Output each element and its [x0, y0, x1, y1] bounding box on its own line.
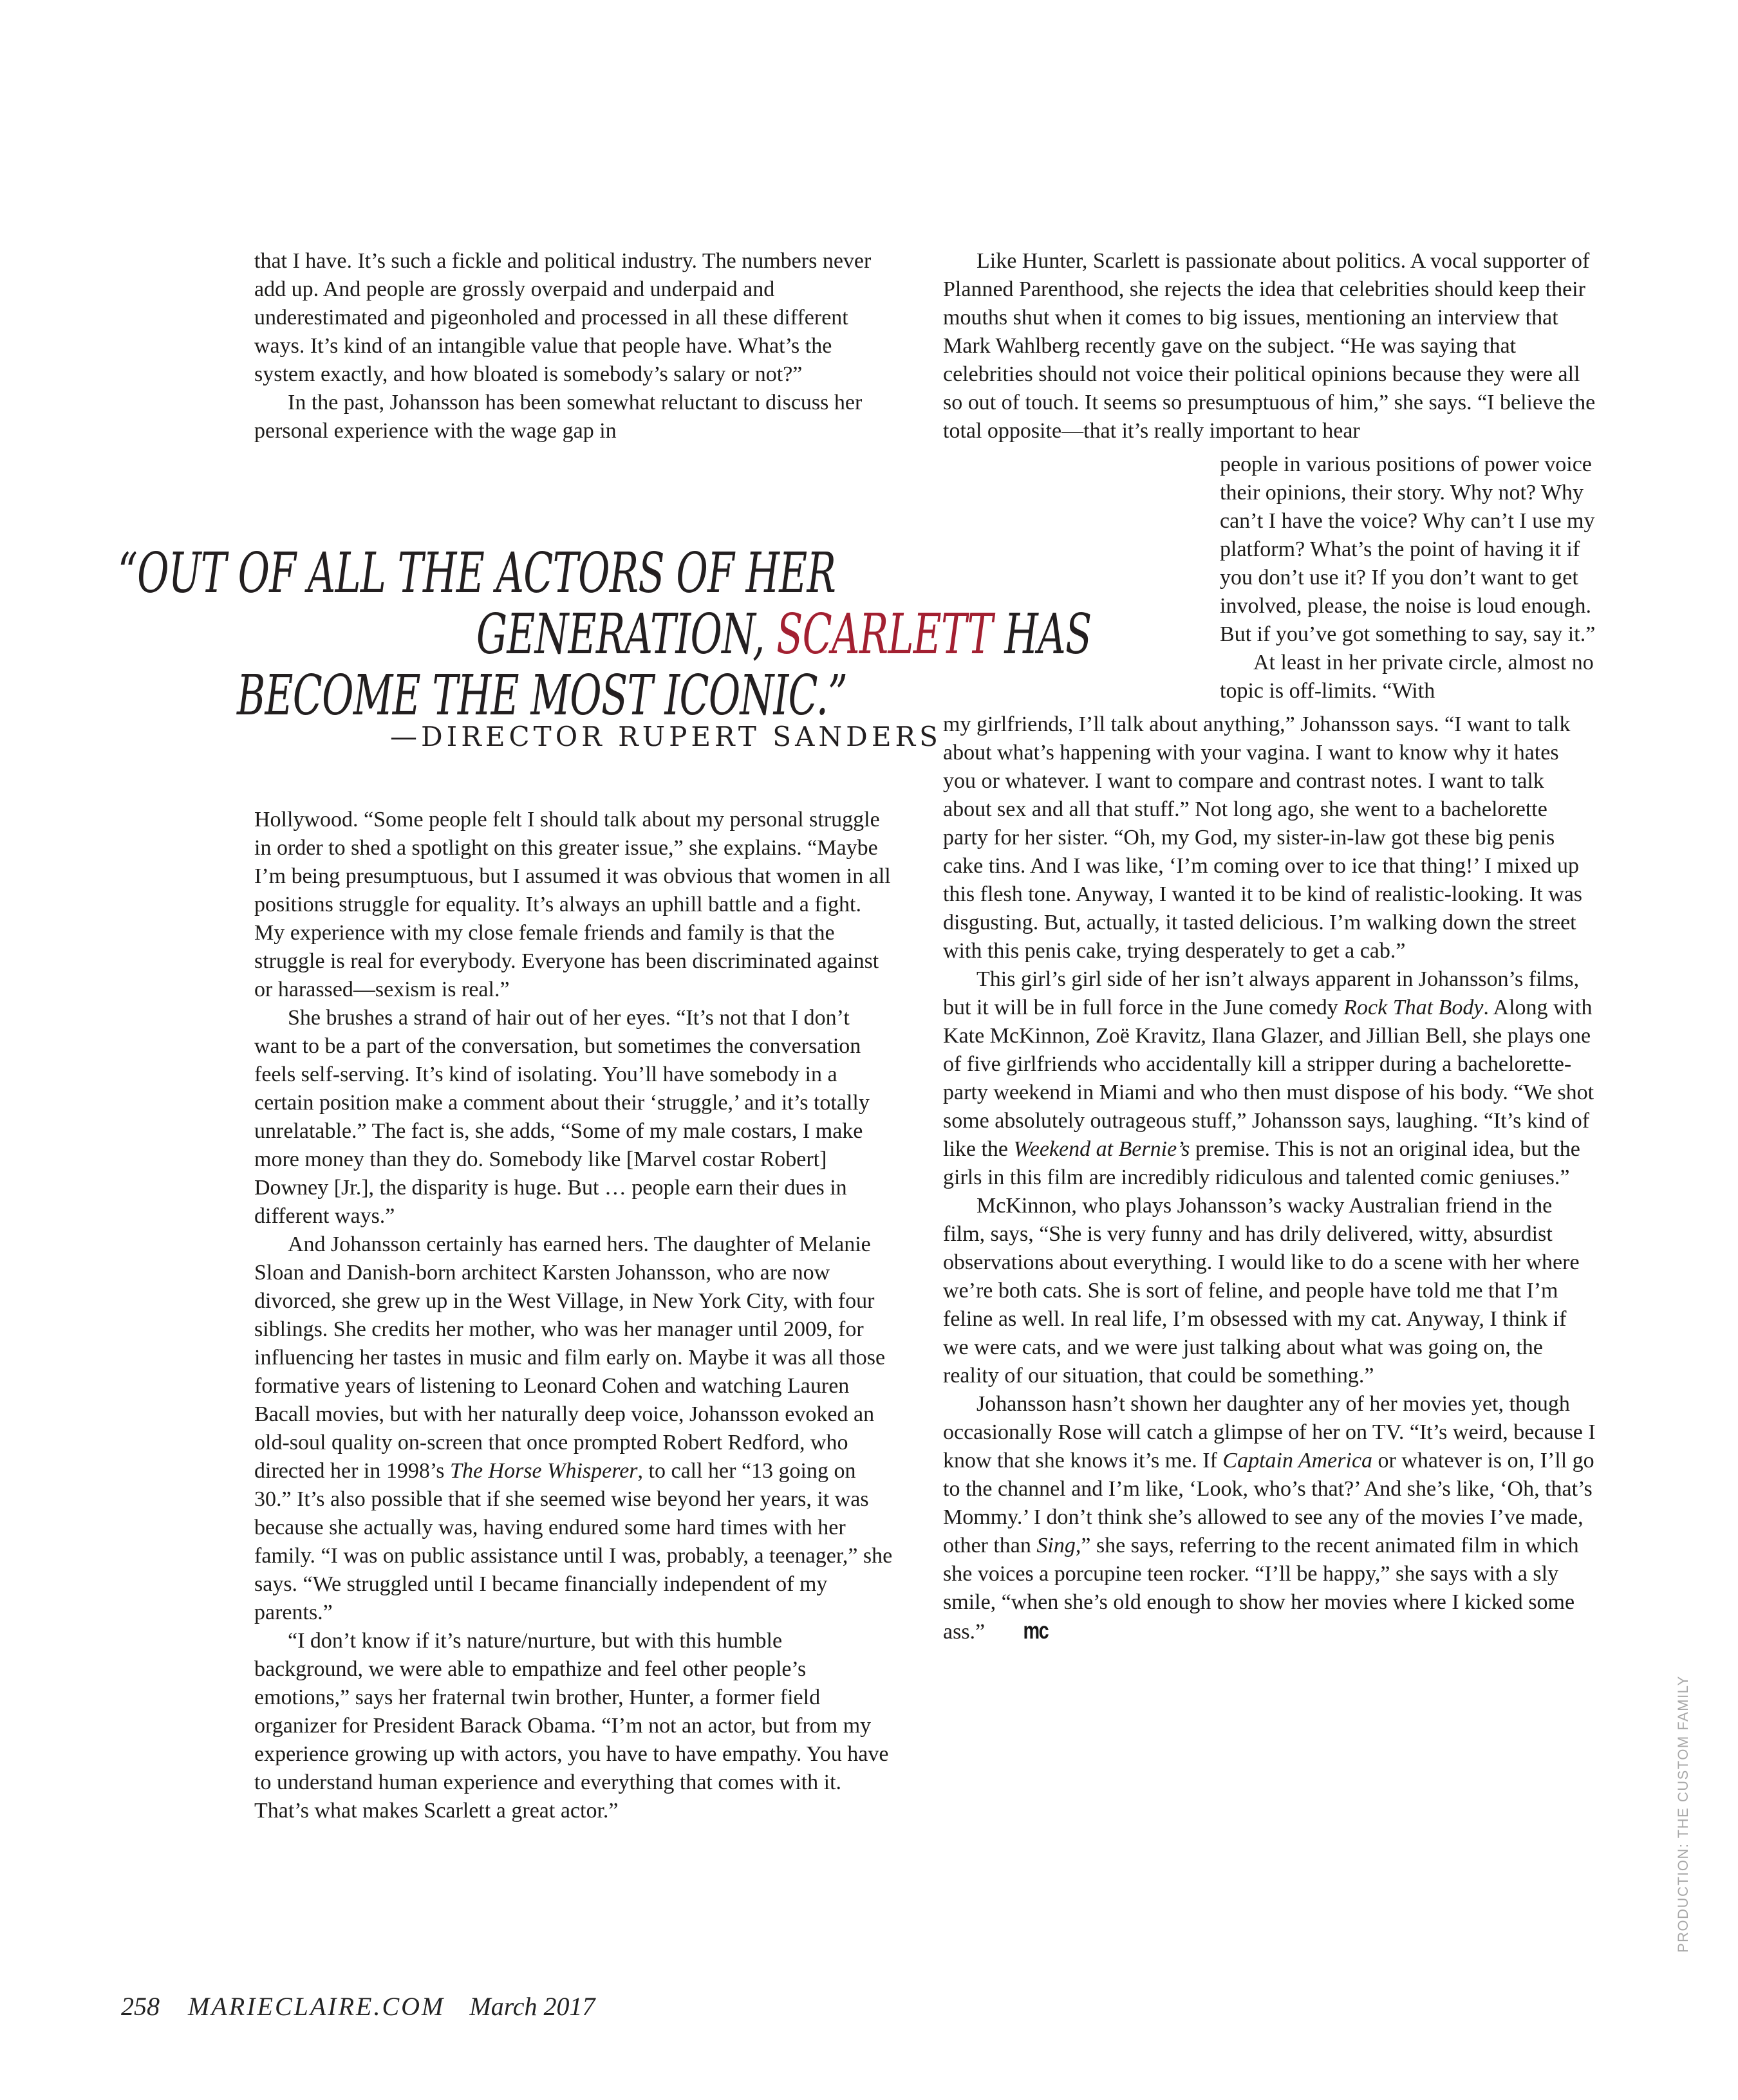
site-name: MARIECLAIRE.COM [188, 1992, 445, 2021]
body-paragraph: At least in her private circle, almost no topic is off-limits. “With [1220, 651, 1594, 703]
body-paragraph: “I don’t know if it’s nature/nurture, but with this humble background, we were able to empathize and feel other people’s emotions,” says her fraternal twin brother, Hunter, a former field organizer for President Barack Obama. “I’m not an actor, but from my experience growing up with actors, you have to have empathy. You have to understand human experience and everything that comes with it. That’s what makes Scarlett a great actor.” [254, 1629, 889, 1823]
pull-quote-line-1: “OUT OF ALL THE ACTORS OF HER [118, 541, 836, 606]
body-paragraph: that I have. It’s such a fickle and political industry. The numbers never add up. And people are grossly overpaid and underpaid and underestimated and pigeonholed and processed in all these different ways. It’s kind of an intangible value that people have. What’s the system exactly, and how bloated is somebody’s salary or not?” [254, 249, 872, 386]
pull-quote-line-3: BECOME THE MOST ICONIC.” [237, 664, 848, 728]
issue-date: March 2017 [469, 1992, 595, 2021]
body-paragraph: my girlfriends, I’ll talk about anything,” Johansson says. “I want to talk about what’s happening with your vagina. I want to know why it hates you or whatever. I want to compare and contrast notes. I want to talk about sex and all that stuff.” Not long ago, she went to a bachelorette party for her sister. “Oh, my God, my sister-in-law got these big penis cake tins. And I was like, ‘I’m coming over to ice that thing!’ I mixed up this flesh tone. Anyway, I wanted it to be kind of realistic-looking. It was disgusting. But, actually, it tasted delicious. I’m walking down the street with this penis cake, trying desperately to get a cab.” [943, 712, 1583, 963]
page-number: 258 [121, 1992, 160, 2021]
body-paragraph: people in various positions of power voice their opinions, their story. Why not? Why can’t I have the voice? Why can’t I use my platform? What’s the point of having it if you don’t use it? If you don’t want to get involved, please, the noise is loud enough. But if you’ve got something to say, say it.” [1220, 452, 1596, 646]
pull-quote-attribution: —DIRECTOR RUPERT SANDERS [390, 721, 942, 752]
pull-quote-line-2: GENERATION, SCARLETT HAS [476, 602, 1092, 667]
article-block-left-top [254, 247, 895, 445]
body-paragraph: Hollywood. “Some people felt I should talk about my personal struggle in order to shed a spotlight on this greater issue,” she explains. “Maybe I’m being presumptuous, but I assumed it was obvious that women in all positions struggle for equality. It’s always an uphill battle and a fight. My experience with my close female friends and family is that the struggle is real for everybody. Everyone has been discriminated against or harassed—sexism is real.” [254, 808, 891, 1001]
body-paragraph: McKinnon, who plays Johansson’s wacky Australian friend in the film, says, “She is very funny and has drily delivered, witty, absurdist observations about everything. I would like to do a scene with her where we’re both cats. She is sort of feline, and people have told me that I’m feline as well. In real life, I’m obsessed with my cat. Anyway, I think if we were cats, and we were just talking about what was going on, the reality of our situation, that could be something.” [943, 1194, 1580, 1388]
article-block-left-main [254, 806, 895, 1825]
body-paragraph: In the past, Johansson has been somewhat reluctant to discuss her personal experience with the wage gap in [254, 391, 863, 443]
article-block-right-main [943, 711, 1596, 1646]
mc-end-mark-icon: mc [1023, 1617, 1048, 1644]
body-paragraph: Like Hunter, Scarlett is passionate about politics. A vocal supporter of Planned Parenthood, she rejects the idea that celebrities should keep their mouths shut when it comes to big issues, mentioning an interview that Mark Wahlberg recently gave on the subject. “He was saying that celebrities should not voice their political opinions because they were all so out of touch. It seems so presumptuous of him,” she says. “I believe the total opposite—that it’s really important to hear [943, 249, 1596, 443]
article-column-right [943, 247, 1596, 1646]
article-block-right-top [943, 247, 1596, 445]
production-credit: PRODUCTION: THE CUSTOM FAMILY [1675, 1675, 1691, 1953]
page-footer [121, 1991, 595, 2021]
body-paragraph: And Johansson certainly has earned hers. The daughter of Melanie Sloan and Danish-born architect Karsten Johansson, who are now divorced, she grew up in the West Village, in New York City, with four siblings. She credits her mother, who was her manager until 2009, for influencing her tastes in music and film early on. Maybe it was all those formative years of listening to Leonard Cohen and watching Lauren Bacall movies, but with her naturally deep voice, Johansson evoked an old-soul quality on-screen that once prompted Robert Redford, who directed her in 1998’s The Horse Whisperer, to call her “13 going on 30.” It’s also possible that if she seemed wise beyond her years, it was because she actually was, having endured some hard times with her family. “I was on public assistance until I was, probably, a teenager,” she says. “We struggled until I became financially independent of my parents.” [254, 1232, 893, 1624]
body-paragraph: She brushes a strand of hair out of her eyes. “It’s not that I don’t want to be a part of the conversation, but sometimes the conversation feels self-serving. It’s kind of isolating. You’ll have somebody in a certain position make a comment about their ‘struggle,’ and it’s totally unrelatable.” The fact is, she adds, “Some of my male costars, I make more money than they do. Somebody like [Marvel costar Robert] Downey [Jr.], the disparity is huge. But … people earn their dues in different ways.” [254, 1006, 870, 1228]
article-block-right-narrow [1220, 451, 1596, 705]
body-paragraph: Johansson hasn’t shown her daughter any of her movies yet, though occasionally Rose will catch a glimpse of her on TV. “It’s weird, because I know that she knows it’s me. If Captain America or whatever is on, I’ll go to the channel and I’m like, ‘Look, who’s that?’ And she’s like, ‘Oh, that’s Mommy.’ I don’t think she’s allowed to see any of the movies I’ve made, other than Sing,” she says, referring to the recent animated film in which she voices a porcupine teen rocker. “I’ll be happy,” she says with a sly smile, “when she’s old enough to show her movies where I kicked some ass.” mc [943, 1392, 1596, 1644]
body-paragraph: This girl’s girl side of her isn’t always apparent in Johansson’s films, but it will be in full force in the June comedy Rock That Body. Along with Kate McKinnon, Zoë Kravitz, Ilana Glazer, and Jillian Bell, she plays one of five girlfriends who accidentally kill a stripper during a bachelorette-party weekend in Miami and who then must dispose of his body. “We shot some absolutely outrageous stuff,” Johansson says, laughing. “It’s kind of like the Weekend at Bernie’s premise. This is not an original idea, but the girls in this film are incredibly ridiculous and talented comic geniuses.” [943, 967, 1594, 1189]
